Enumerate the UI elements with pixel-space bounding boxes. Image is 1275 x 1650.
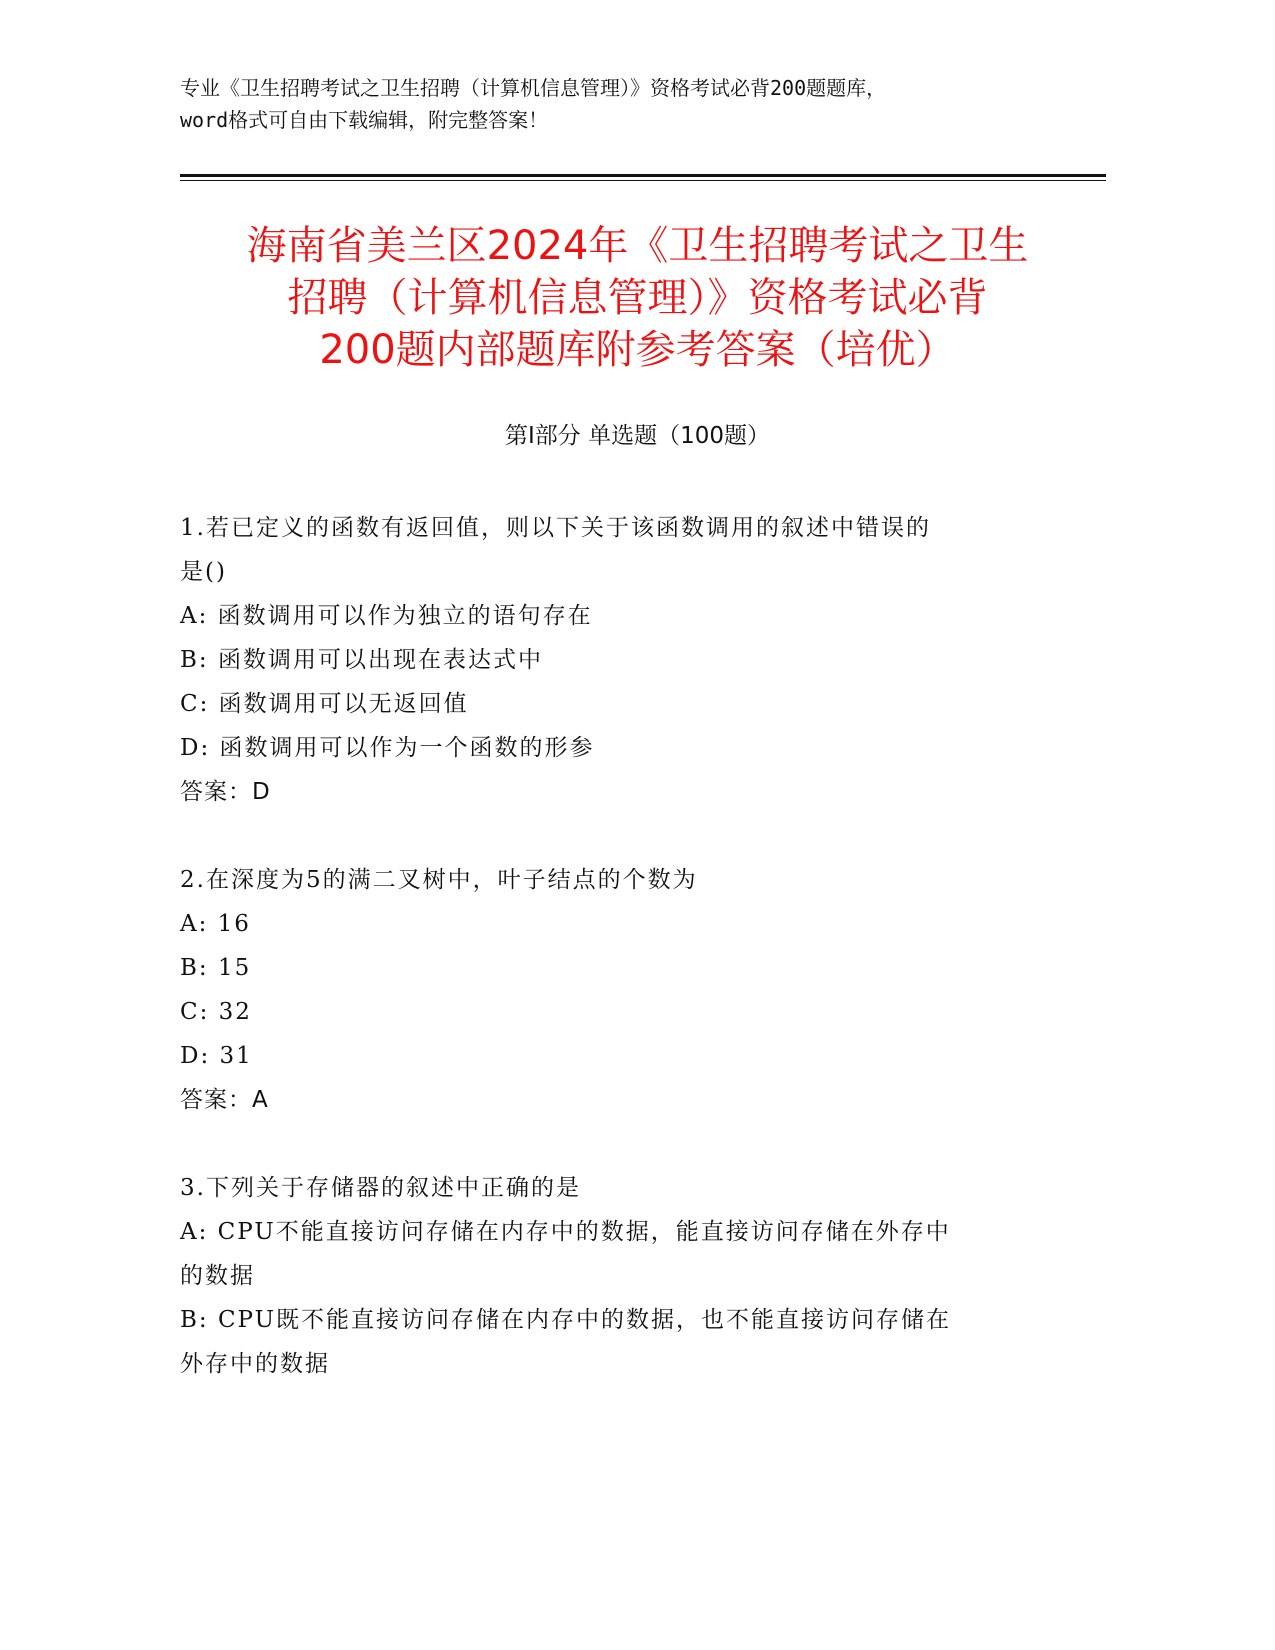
question-item bbox=[180, 506, 1080, 814]
option-a: A: 函数调用可以作为独立的语句存在 bbox=[180, 603, 593, 629]
header-note bbox=[180, 72, 1080, 136]
header-divider-thick bbox=[180, 174, 1106, 177]
question-stem: 是() bbox=[180, 559, 227, 585]
question-stem: 3.下列关于存储器的叙述中正确的是 bbox=[180, 1175, 581, 1201]
header-divider-thin bbox=[180, 180, 1106, 181]
question-item bbox=[180, 1166, 1080, 1386]
option-a: A: CPU不能直接访问存储在内存中的数据，能直接访问存储在外存中 bbox=[180, 1219, 951, 1245]
option-a-continued: 的数据 bbox=[180, 1263, 255, 1289]
question-list bbox=[180, 506, 1080, 1386]
option-b: B: 15 bbox=[180, 955, 252, 981]
answer-label: 答案：A bbox=[180, 1087, 269, 1113]
section-heading: 第I部分 单选题（100题） bbox=[505, 423, 770, 449]
header-note-line: 专业《卫生招聘考试之卫生招聘（计算机信息管理）》资格考试必背200题题库， bbox=[180, 76, 887, 100]
option-c: C: 32 bbox=[180, 999, 252, 1025]
title-line: 招聘（计算机信息管理）》资格考试必背 bbox=[287, 275, 988, 321]
option-b: B: CPU既不能直接访问存储在内存中的数据，也不能直接访问存储在 bbox=[180, 1307, 952, 1333]
answer-label: 答案：D bbox=[180, 779, 271, 805]
question-item bbox=[180, 858, 1080, 1122]
option-b: B: 函数调用可以出现在表达式中 bbox=[180, 647, 543, 673]
option-c: C: 函数调用可以无返回值 bbox=[180, 691, 469, 717]
option-b-continued: 外存中的数据 bbox=[180, 1351, 330, 1377]
option-d: D: 31 bbox=[180, 1043, 253, 1069]
document-title bbox=[150, 220, 1125, 376]
question-stem: 2.在深度为5的满二叉树中，叶子结点的个数为 bbox=[180, 867, 698, 893]
title-line: 200题内部题库附参考答案（培优） bbox=[319, 327, 956, 373]
option-a: A: 16 bbox=[180, 911, 251, 937]
option-d: D: 函数调用可以作为一个函数的形参 bbox=[180, 735, 595, 761]
title-line: 海南省美兰区2024年《卫生招聘考试之卫生 bbox=[246, 223, 1029, 269]
header-note-line: word格式可自由下载编辑，附完整答案！ bbox=[180, 108, 549, 132]
question-stem: 1.若已定义的函数有返回值，则以下关于该函数调用的叙述中错误的 bbox=[180, 515, 931, 541]
